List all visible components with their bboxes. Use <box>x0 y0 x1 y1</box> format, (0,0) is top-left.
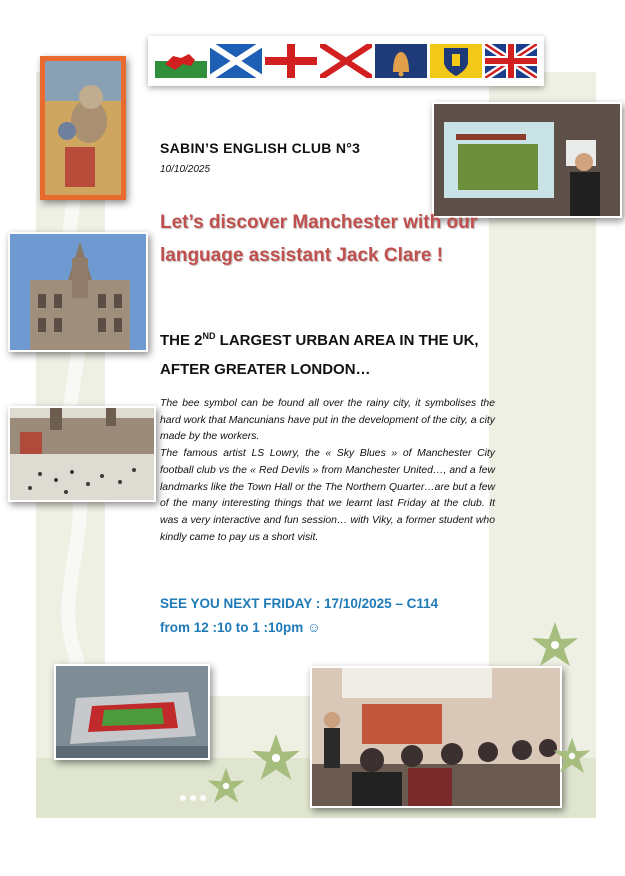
classroom-screen-photo <box>432 102 622 218</box>
club-date: 10/10/2025 <box>160 164 211 175</box>
subhead-after: LARGEST URBAN AREA IN THE UK, AFTER GREATER LONDON… <box>160 332 479 378</box>
body-text <box>160 396 495 546</box>
next-session-line-2: from 12 :10 to 1 :10pm ☺ <box>160 620 321 635</box>
next-session-info <box>160 592 495 640</box>
flag-banner <box>148 36 544 86</box>
town-hall-photo <box>8 232 148 352</box>
decorative-dots <box>180 795 206 801</box>
subhead-before: THE 2 <box>160 332 203 349</box>
club-title: SABIN’S ENGLISH CLUB N°3 <box>160 140 361 156</box>
body-paragraph-1: The bee symbol can be found all over the rainy city, it symbolises the hard work that Mancunians have put in the development of the city, a city made by the workers. <box>160 398 495 443</box>
leaf-decoration-icon <box>530 620 580 670</box>
st-patrick-flag-icon <box>320 44 372 78</box>
subhead <box>160 322 495 384</box>
bell-emblem-icon <box>375 44 427 78</box>
leaf-decoration-icon <box>552 736 592 776</box>
subhead-superscript: ND <box>202 331 216 341</box>
football-stadium-photo <box>54 664 210 760</box>
next-session-line-1: SEE YOU NEXT FRIDAY : 17/10/2025 – C114 <box>160 596 439 611</box>
union-jack-flag-icon <box>485 44 537 78</box>
scotland-flag-icon <box>210 44 262 78</box>
club-session-photo <box>310 666 562 808</box>
england-flag-icon <box>265 44 317 78</box>
body-paragraph-2: The famous artist LS Lowry, the « Sky Blues » of Manchester City football club vs the « Red Devils » from Manchester United…, and a few landmarks like the Town Hall or the The Northern Quarter…are but a few of the many interesting things that we learnt last Friday at the club. It was a very interactive and fun session… with Viky, a former student who kindly came to pay us a short visit. <box>160 448 495 543</box>
lowry-painting-photo <box>8 406 156 502</box>
shield-emblem-icon <box>430 44 482 78</box>
leaf-decoration-icon <box>250 732 302 784</box>
wales-flag-icon <box>155 44 207 78</box>
leaf-decoration-icon <box>206 766 246 806</box>
headline: Let’s discover Manchester with our language assistant Jack Clare ! <box>160 212 478 266</box>
soft-toys-photo <box>40 56 126 200</box>
